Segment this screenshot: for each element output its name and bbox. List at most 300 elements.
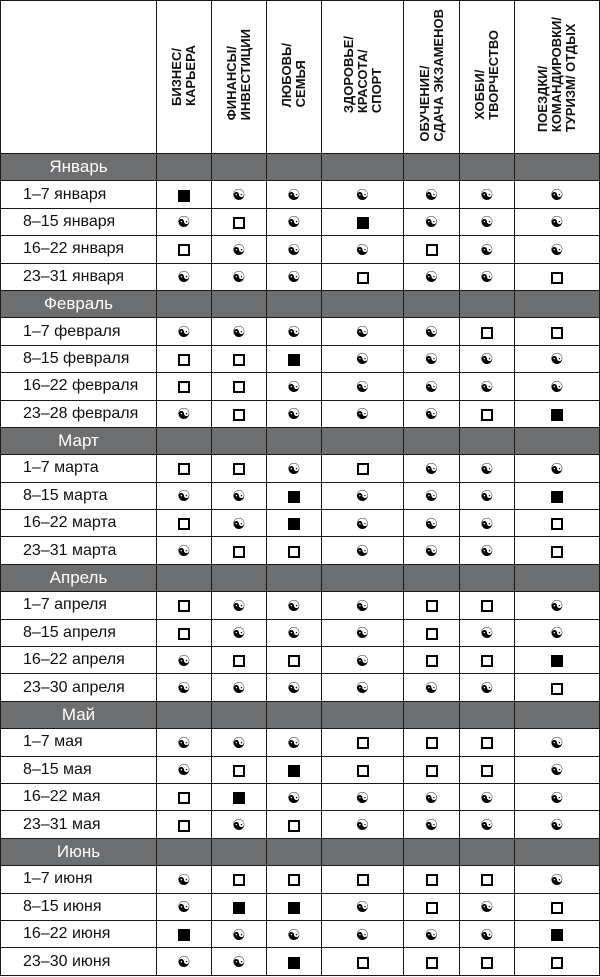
rating-cell (157, 811, 212, 838)
yin-yang-icon: ☯ (480, 788, 494, 807)
yin-yang-icon: ☯ (232, 596, 246, 615)
filled-square-icon (288, 518, 300, 530)
yin-yang-icon: ☯ (355, 323, 370, 342)
rating-cell (404, 208, 460, 235)
rating-cell (404, 263, 460, 290)
empty-square-icon (481, 600, 493, 612)
rating-cell (404, 948, 460, 976)
month-row-cell (460, 154, 515, 181)
yin-yang-icon: ☯ (355, 651, 370, 670)
rating-cell (267, 510, 322, 537)
rating-cell (515, 510, 600, 537)
yin-yang-icon: ☯ (177, 679, 191, 698)
rating-cell (212, 263, 267, 290)
rating-cell (212, 592, 267, 619)
filled-square-icon (178, 190, 190, 202)
month-row (1, 564, 600, 591)
yin-yang-icon: ☯ (480, 459, 494, 478)
empty-square-icon (426, 765, 438, 777)
month-row-cell (212, 564, 267, 591)
rating-cell (404, 482, 460, 509)
month-name: Апрель (1, 564, 157, 591)
header-row (1, 1, 600, 154)
yin-yang-icon: ☯ (177, 761, 191, 780)
month-row-cell (404, 427, 460, 454)
period-row (1, 236, 600, 263)
month-row (1, 154, 600, 181)
period-label: 8–15 мая (1, 756, 157, 783)
month-row-cell (267, 290, 322, 317)
empty-square-icon (233, 765, 245, 777)
period-label: 16–22 февраля (1, 373, 157, 400)
rating-cell (157, 236, 212, 263)
column-header-label: ПОЕЗДКИ/ КОМАНДИРОВКИ/ ТУРИЗМ/ ОТДЫХ (535, 17, 578, 133)
empty-square-icon (233, 463, 245, 475)
month-row-cell (212, 290, 267, 317)
empty-square-icon (426, 874, 438, 886)
rating-cell (267, 811, 322, 838)
rating-cell (515, 181, 600, 208)
yin-yang-icon: ☯ (424, 268, 439, 287)
rating-cell (322, 345, 404, 372)
month-row-cell (322, 701, 404, 728)
rating-cell (404, 455, 460, 482)
period-row (1, 400, 600, 427)
rating-cell (460, 345, 515, 372)
empty-square-icon (481, 737, 493, 749)
rating-cell (322, 482, 404, 509)
period-label: 16–22 января (1, 236, 157, 263)
period-label: 23–31 марта (1, 537, 157, 564)
rating-cell (157, 920, 212, 947)
yin-yang-icon: ☯ (177, 733, 191, 752)
filled-square-icon (233, 902, 245, 914)
rating-cell (460, 647, 515, 674)
rating-cell (460, 783, 515, 810)
month-row-cell (212, 154, 267, 181)
period-label: 1–7 марта (1, 455, 157, 482)
rating-cell (212, 893, 267, 920)
empty-square-icon (288, 820, 300, 832)
rating-cell (212, 783, 267, 810)
rating-cell (212, 482, 267, 509)
rating-cell (460, 756, 515, 783)
rating-cell (460, 866, 515, 893)
empty-square-icon (481, 765, 493, 777)
empty-square-icon (357, 765, 369, 777)
rating-cell (460, 920, 515, 947)
column-header-finance (212, 1, 267, 154)
period-label: 16–22 июня (1, 920, 157, 947)
rating-cell (212, 866, 267, 893)
yin-yang-icon: ☯ (232, 816, 246, 835)
yin-yang-icon: ☯ (424, 377, 439, 396)
yin-yang-icon: ☯ (480, 679, 494, 698)
empty-square-icon (178, 628, 190, 640)
period-label: 23–30 апреля (1, 674, 157, 701)
yin-yang-icon: ☯ (287, 925, 301, 944)
rating-cell (460, 208, 515, 235)
rating-cell (460, 619, 515, 646)
period-label: 23–28 февраля (1, 400, 157, 427)
rating-cell (212, 236, 267, 263)
month-row-cell (515, 427, 600, 454)
header-corner-cell (1, 1, 157, 154)
yin-yang-icon: ☯ (232, 514, 246, 533)
yin-yang-icon: ☯ (355, 624, 370, 643)
rating-cell (322, 400, 404, 427)
yin-yang-icon: ☯ (550, 459, 564, 478)
rating-cell (460, 455, 515, 482)
filled-square-icon (357, 217, 369, 229)
rating-cell (404, 181, 460, 208)
period-row (1, 948, 600, 976)
period-label: 1–7 февраля (1, 318, 157, 345)
yin-yang-icon: ☯ (232, 925, 246, 944)
month-row-cell (515, 564, 600, 591)
rating-cell (322, 537, 404, 564)
empty-square-icon (233, 217, 245, 229)
period-row (1, 592, 600, 619)
empty-square-icon (178, 518, 190, 530)
month-row-cell (404, 290, 460, 317)
empty-square-icon (178, 381, 190, 393)
rating-cell (404, 756, 460, 783)
filled-square-icon (288, 902, 300, 914)
month-row-cell (460, 701, 515, 728)
period-row (1, 373, 600, 400)
yin-yang-icon: ☯ (550, 240, 564, 259)
yin-yang-icon: ☯ (550, 350, 564, 369)
rating-cell (322, 373, 404, 400)
rating-cell (212, 537, 267, 564)
rating-cell (267, 455, 322, 482)
yin-yang-icon: ☯ (355, 788, 370, 807)
rating-cell (460, 510, 515, 537)
empty-square-icon (233, 655, 245, 667)
yin-yang-icon: ☯ (550, 788, 564, 807)
yin-yang-icon: ☯ (355, 377, 370, 396)
yin-yang-icon: ☯ (550, 213, 564, 232)
filled-square-icon (551, 929, 563, 941)
rating-cell (322, 619, 404, 646)
rating-cell (157, 181, 212, 208)
month-row-cell (267, 154, 322, 181)
rating-cell (322, 920, 404, 947)
rating-cell (515, 236, 600, 263)
rating-cell (157, 866, 212, 893)
month-row-cell (515, 290, 600, 317)
rating-cell (515, 208, 600, 235)
yin-yang-icon: ☯ (480, 268, 494, 287)
period-label: 16–22 марта (1, 510, 157, 537)
month-row-cell (322, 564, 404, 591)
yin-yang-icon: ☯ (424, 925, 439, 944)
yin-yang-icon: ☯ (287, 459, 301, 478)
rating-cell (157, 729, 212, 756)
rating-cell (460, 373, 515, 400)
empty-square-icon (551, 327, 563, 339)
yin-yang-icon: ☯ (424, 323, 439, 342)
month-name: Март (1, 427, 157, 454)
rating-cell (157, 455, 212, 482)
rating-cell (404, 510, 460, 537)
rating-cell (157, 647, 212, 674)
empty-square-icon (357, 874, 369, 886)
rating-cell (212, 674, 267, 701)
column-header-health (322, 1, 404, 154)
empty-square-icon (233, 381, 245, 393)
month-row-cell (267, 427, 322, 454)
calendar-body (1, 154, 600, 976)
yin-yang-icon: ☯ (177, 870, 191, 889)
rating-cell (404, 400, 460, 427)
rating-cell (460, 482, 515, 509)
period-row (1, 756, 600, 783)
column-header-label: ФИНАНСЫ/ ИНВЕСТИЦИИ (224, 29, 253, 121)
rating-cell (404, 783, 460, 810)
empty-square-icon (426, 600, 438, 612)
month-name: Февраль (1, 290, 157, 317)
empty-square-icon (178, 463, 190, 475)
empty-square-icon (233, 874, 245, 886)
month-row-cell (460, 838, 515, 865)
period-label: 8–15 марта (1, 482, 157, 509)
rating-cell (157, 345, 212, 372)
period-label: 8–15 апреля (1, 619, 157, 646)
yin-yang-icon: ☯ (480, 624, 494, 643)
yin-yang-icon: ☯ (480, 514, 494, 533)
empty-square-icon (357, 463, 369, 475)
rating-cell (460, 674, 515, 701)
month-row (1, 427, 600, 454)
rating-cell (515, 345, 600, 372)
rating-cell (157, 510, 212, 537)
column-header-label: ОБУЧЕНИЕ/ СДАЧА ЭКЗАМЕНОВ (416, 8, 446, 142)
rating-cell (157, 373, 212, 400)
filled-square-icon (178, 929, 190, 941)
yin-yang-icon: ☯ (355, 816, 370, 835)
yin-yang-icon: ☯ (287, 323, 301, 342)
period-label: 23–31 января (1, 263, 157, 290)
yin-yang-icon: ☯ (355, 350, 370, 369)
yin-yang-icon: ☯ (232, 679, 246, 698)
rating-cell (212, 510, 267, 537)
rating-cell (404, 373, 460, 400)
filled-square-icon (551, 491, 563, 503)
yin-yang-icon: ☯ (177, 213, 191, 232)
yin-yang-icon: ☯ (355, 186, 370, 205)
rating-cell (157, 756, 212, 783)
yin-yang-icon: ☯ (287, 624, 301, 643)
empty-square-icon (551, 272, 563, 284)
yin-yang-icon: ☯ (287, 213, 301, 232)
yin-yang-icon: ☯ (424, 514, 439, 533)
column-header-education (404, 1, 460, 154)
rating-cell (267, 208, 322, 235)
period-label: 23–31 мая (1, 811, 157, 838)
rating-cell (157, 783, 212, 810)
period-row (1, 510, 600, 537)
empty-square-icon (357, 737, 369, 749)
yin-yang-icon: ☯ (287, 405, 301, 424)
empty-square-icon (481, 327, 493, 339)
rating-cell (212, 920, 267, 947)
empty-square-icon (178, 600, 190, 612)
month-row (1, 701, 600, 728)
yin-yang-icon: ☯ (287, 240, 301, 259)
empty-square-icon (426, 957, 438, 969)
yin-yang-icon: ☯ (355, 596, 370, 615)
month-row-cell (460, 427, 515, 454)
period-row (1, 674, 600, 701)
rating-cell (515, 948, 600, 976)
filled-square-icon (288, 354, 300, 366)
period-label: 8–15 июня (1, 893, 157, 920)
month-row-cell (267, 838, 322, 865)
rating-cell (267, 729, 322, 756)
empty-square-icon (551, 957, 563, 969)
rating-cell (267, 181, 322, 208)
column-header-business (157, 1, 212, 154)
rating-cell (157, 948, 212, 976)
yin-yang-icon: ☯ (424, 679, 439, 698)
empty-square-icon (233, 409, 245, 421)
month-row-cell (515, 838, 600, 865)
month-name: Январь (1, 154, 157, 181)
month-row-cell (157, 701, 212, 728)
rating-cell (322, 510, 404, 537)
month-row-cell (404, 564, 460, 591)
rating-cell (267, 263, 322, 290)
column-header-travel (515, 1, 600, 154)
rating-cell (212, 318, 267, 345)
rating-cell (515, 756, 600, 783)
empty-square-icon (551, 902, 563, 914)
rating-cell (404, 647, 460, 674)
rating-cell (212, 811, 267, 838)
period-label: 16–22 апреля (1, 647, 157, 674)
filled-square-icon (288, 957, 300, 969)
empty-square-icon (551, 683, 563, 695)
empty-square-icon (551, 546, 563, 558)
yin-yang-icon: ☯ (480, 542, 494, 561)
rating-cell (157, 592, 212, 619)
rating-cell (157, 537, 212, 564)
month-row-cell (515, 701, 600, 728)
rating-cell (157, 400, 212, 427)
yin-yang-icon: ☯ (287, 186, 301, 205)
rating-cell (322, 181, 404, 208)
month-row-cell (157, 290, 212, 317)
yin-yang-icon: ☯ (424, 459, 439, 478)
filled-square-icon (233, 792, 245, 804)
yin-yang-icon: ☯ (550, 377, 564, 396)
column-header-label: ЛЮБОВЬ/ СЕМЬЯ (279, 42, 308, 108)
rating-cell (157, 263, 212, 290)
rating-cell (322, 866, 404, 893)
rating-cell (460, 811, 515, 838)
period-row (1, 263, 600, 290)
rating-cell (404, 729, 460, 756)
rating-cell (212, 647, 267, 674)
rating-cell (515, 647, 600, 674)
yin-yang-icon: ☯ (550, 870, 564, 889)
rating-cell (460, 318, 515, 345)
yin-yang-icon: ☯ (480, 350, 494, 369)
yin-yang-icon: ☯ (355, 240, 370, 259)
empty-square-icon (481, 655, 493, 667)
rating-cell (460, 729, 515, 756)
column-header-label: ЗДОРОВЬЕ/ КРАСОТА/ СПОРТ (340, 36, 384, 114)
rating-cell (267, 756, 322, 783)
rating-cell (515, 482, 600, 509)
rating-cell (515, 373, 600, 400)
yin-yang-icon: ☯ (424, 350, 439, 369)
period-row (1, 208, 600, 235)
month-row-cell (460, 564, 515, 591)
yin-yang-icon: ☯ (287, 733, 301, 752)
period-row (1, 482, 600, 509)
yin-yang-icon: ☯ (480, 816, 494, 835)
period-row (1, 537, 600, 564)
yin-yang-icon: ☯ (232, 624, 246, 643)
rating-cell (267, 893, 322, 920)
yin-yang-icon: ☯ (480, 186, 494, 205)
month-row-cell (157, 564, 212, 591)
filled-square-icon (288, 765, 300, 777)
yin-yang-icon: ☯ (424, 542, 439, 561)
rating-cell (460, 400, 515, 427)
rating-cell (515, 866, 600, 893)
empty-square-icon (426, 628, 438, 640)
empty-square-icon (178, 244, 190, 256)
period-label: 8–15 февраля (1, 345, 157, 372)
yin-yang-icon: ☯ (424, 405, 439, 424)
yin-yang-icon: ☯ (177, 898, 191, 917)
rating-cell (212, 373, 267, 400)
yin-yang-icon: ☯ (232, 487, 246, 506)
month-row-cell (322, 427, 404, 454)
month-row-cell (322, 838, 404, 865)
yin-yang-icon: ☯ (177, 405, 191, 424)
rating-cell (267, 482, 322, 509)
rating-cell (515, 263, 600, 290)
rating-cell (267, 537, 322, 564)
empty-square-icon (481, 874, 493, 886)
rating-cell (460, 893, 515, 920)
rating-cell (322, 674, 404, 701)
month-row-cell (157, 154, 212, 181)
yin-yang-icon: ☯ (287, 377, 301, 396)
period-row (1, 345, 600, 372)
rating-cell (515, 592, 600, 619)
month-row-cell (404, 701, 460, 728)
rating-cell (515, 674, 600, 701)
rating-cell (460, 592, 515, 619)
month-row-cell (460, 290, 515, 317)
month-row-cell (322, 290, 404, 317)
month-row (1, 290, 600, 317)
empty-square-icon (288, 655, 300, 667)
column-header-label: БИЗНЕС/ КАРЬЕРА (169, 44, 198, 106)
yin-yang-icon: ☯ (424, 487, 439, 506)
month-name: Июнь (1, 838, 157, 865)
month-row-cell (404, 838, 460, 865)
month-row-cell (515, 154, 600, 181)
yin-yang-icon: ☯ (480, 925, 494, 944)
yin-yang-icon: ☯ (424, 816, 439, 835)
